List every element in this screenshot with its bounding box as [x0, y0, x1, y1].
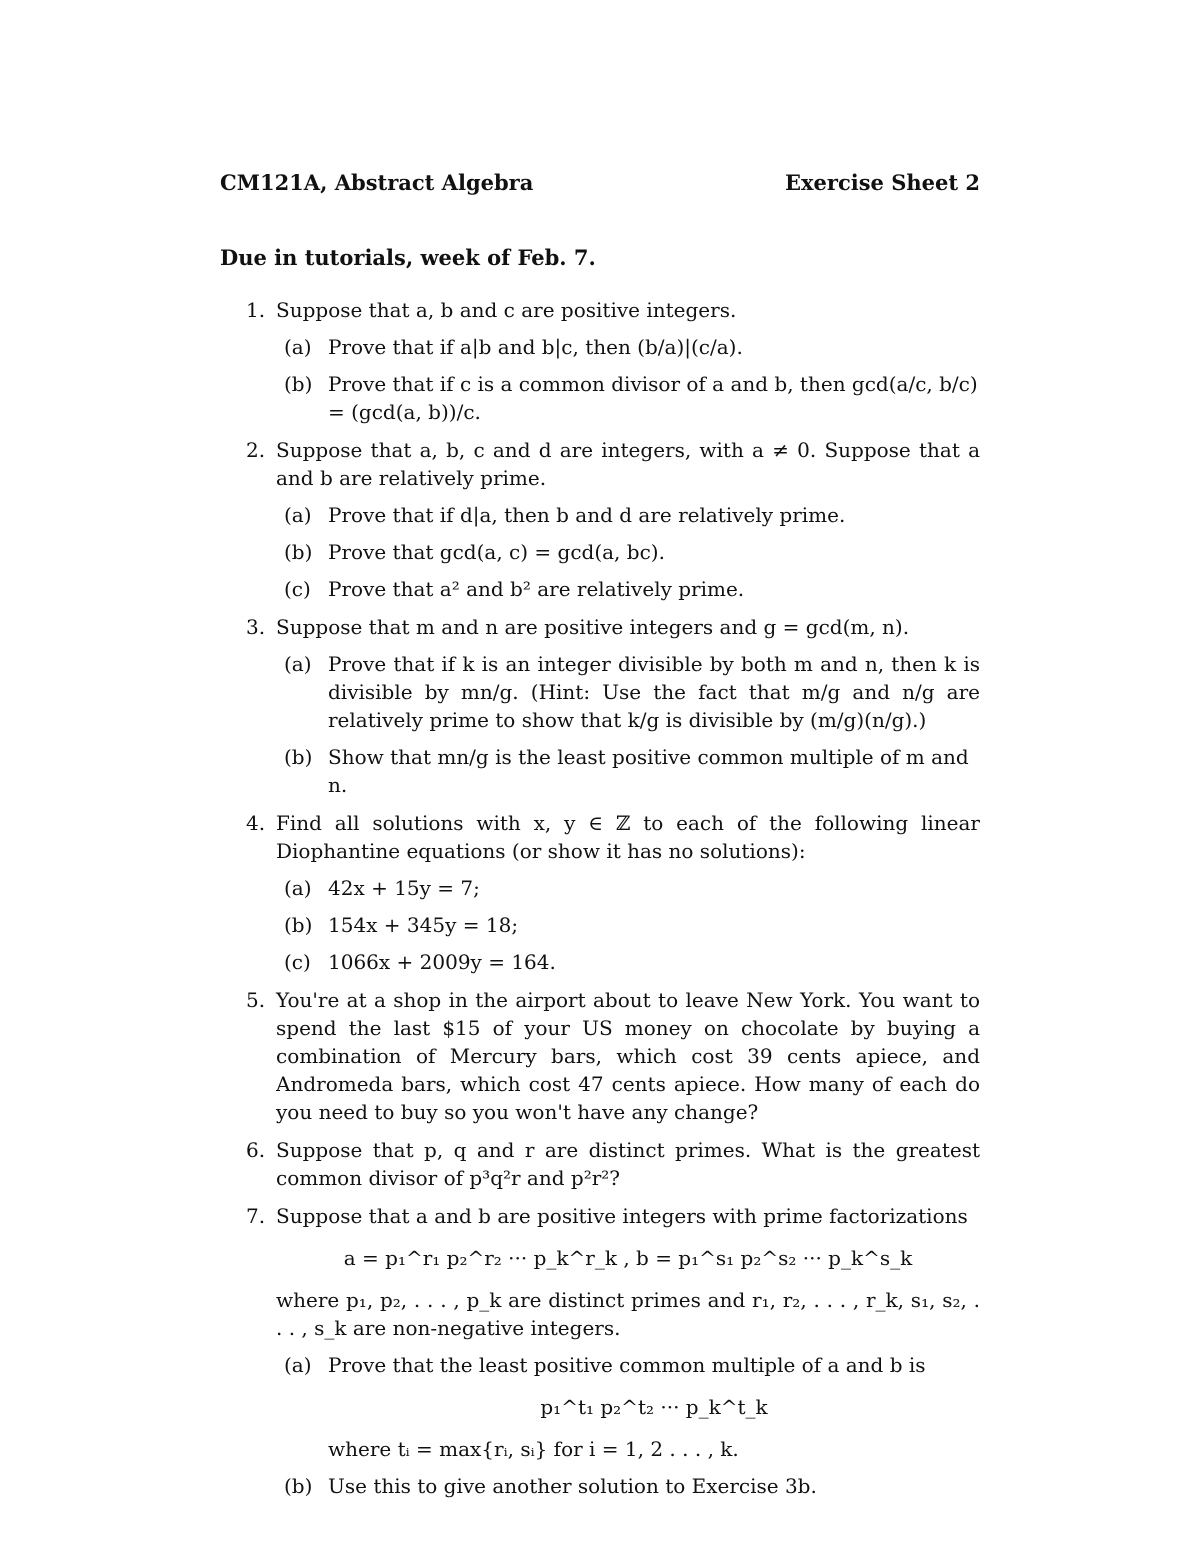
problem-4 [220, 809, 980, 976]
part-text: 42x + 15y = 7; [328, 876, 480, 900]
part-label: (b) [284, 913, 313, 937]
problem-number: 3. [246, 615, 266, 639]
problem-part [276, 370, 980, 426]
part-text: Prove that if d|a, then b and d are relatively prime. [328, 503, 846, 527]
part-label: (a) [284, 1353, 312, 1377]
problem-part [276, 1351, 980, 1463]
part-text-after: where tᵢ = max{rᵢ, sᵢ} for i = 1, 2 . . . , k. [328, 1437, 739, 1461]
problem-text: You're at a shop in the airport about to leave New York. You want to spend the last $15 of your US money on chocolate by buying a combination of Mercury bars, which cost 39 cents apiece, and Andromeda bars, which cost 47 cents apiece. How many of each do you need to buy so you won't have any change? [276, 988, 980, 1124]
problem-part [276, 948, 980, 976]
problem-number: 1. [246, 298, 266, 322]
part-label: (b) [284, 372, 313, 396]
lcm-display: p₁^t₁ p₂^t₂ ··· p_k^t_k [540, 1395, 768, 1419]
part-text: Prove that a² and b² are relatively prime. [328, 577, 745, 601]
problem-part [276, 874, 980, 902]
part-text: Prove that the least positive common multiple of a and b is [328, 1353, 926, 1377]
part-label: (c) [284, 950, 311, 974]
problem-part [276, 650, 980, 734]
problem-text: Suppose that m and n are positive integers and g = gcd(m, n). [276, 615, 910, 639]
part-text: Prove that if c is a common divisor of a and b, then gcd(a/c, b/c) = (gcd(a, b))/c. [328, 372, 978, 424]
problem-number: 4. [246, 811, 266, 835]
problem-part [276, 743, 980, 799]
sheet-header [220, 170, 980, 204]
problem-text: Find all solutions with x, y ∈ ℤ to each of the following linear Diophantine equations (or show it has no solutions): [276, 811, 980, 863]
part-text: 1066x + 2009y = 164. [328, 950, 556, 974]
part-label: (b) [284, 540, 313, 564]
problem-6 [220, 1136, 980, 1192]
problem-text: Suppose that a and b are positive integers with prime factorizations [276, 1204, 968, 1228]
part-label: (a) [284, 335, 312, 359]
problem-7 [220, 1202, 980, 1500]
course-title: CM121A, Abstract Algebra [220, 170, 534, 195]
problem-number: 7. [246, 1204, 266, 1228]
problem-part [276, 538, 980, 566]
part-label: (a) [284, 652, 312, 676]
part-label: (a) [284, 876, 312, 900]
factorization-display: a = p₁^r₁ p₂^r₂ ··· p_k^r_k , b = p₁^s₁ p₂^s₂ ··· p_k^s_k [343, 1246, 913, 1270]
problem-number: 5. [246, 988, 266, 1012]
problem-text: Suppose that p, q and r are distinct primes. What is the greatest common divisor of p³q²r and p²r²? [276, 1138, 980, 1190]
problem-2 [220, 436, 980, 603]
part-text: Show that mn/g is the least positive common multiple of m and n. [328, 745, 969, 797]
problem-part [276, 911, 980, 939]
sheet-title: Exercise Sheet 2 [785, 170, 980, 195]
part-text: Use this to give another solution to Exercise 3b. [328, 1474, 817, 1498]
problem-number: 6. [246, 1138, 266, 1162]
part-label: (c) [284, 577, 311, 601]
problem-part [276, 501, 980, 529]
problem-3 [220, 613, 980, 799]
problem-1 [220, 296, 980, 426]
problem-part [276, 575, 980, 603]
part-text: Prove that if a|b and b|c, then (b/a)|(c/a). [328, 335, 743, 359]
problem-part [276, 1472, 980, 1500]
part-text: Prove that gcd(a, c) = gcd(a, bc). [328, 540, 665, 564]
problem-list [220, 296, 980, 1510]
problem-5 [220, 986, 980, 1126]
problem-part [276, 333, 980, 361]
part-text: Prove that if k is an integer divisible by both m and n, then k is divisible by mn/g. (Hint: Use the fact that m/g and n/g are relatively prime to show that k/g is divisible by (m/g)(n/g).) [328, 652, 980, 732]
part-text: 154x + 345y = 18; [328, 913, 519, 937]
problem-text: Suppose that a, b and c are positive integers. [276, 298, 737, 322]
due-date: Due in tutorials, week of Feb. 7. [220, 245, 596, 270]
problem-text-after: where p₁, p₂, . . . , p_k are distinct primes and r₁, r₂, . . . , r_k, s₁, s₂, . . . , s_k are non-negative integers. [276, 1288, 980, 1340]
part-label: (b) [284, 745, 313, 769]
part-label: (a) [284, 503, 312, 527]
problem-number: 2. [246, 438, 266, 462]
problem-text: Suppose that a, b, c and d are integers, with a ≠ 0. Suppose that a and b are relatively prime. [276, 438, 980, 490]
part-label: (b) [284, 1474, 313, 1498]
